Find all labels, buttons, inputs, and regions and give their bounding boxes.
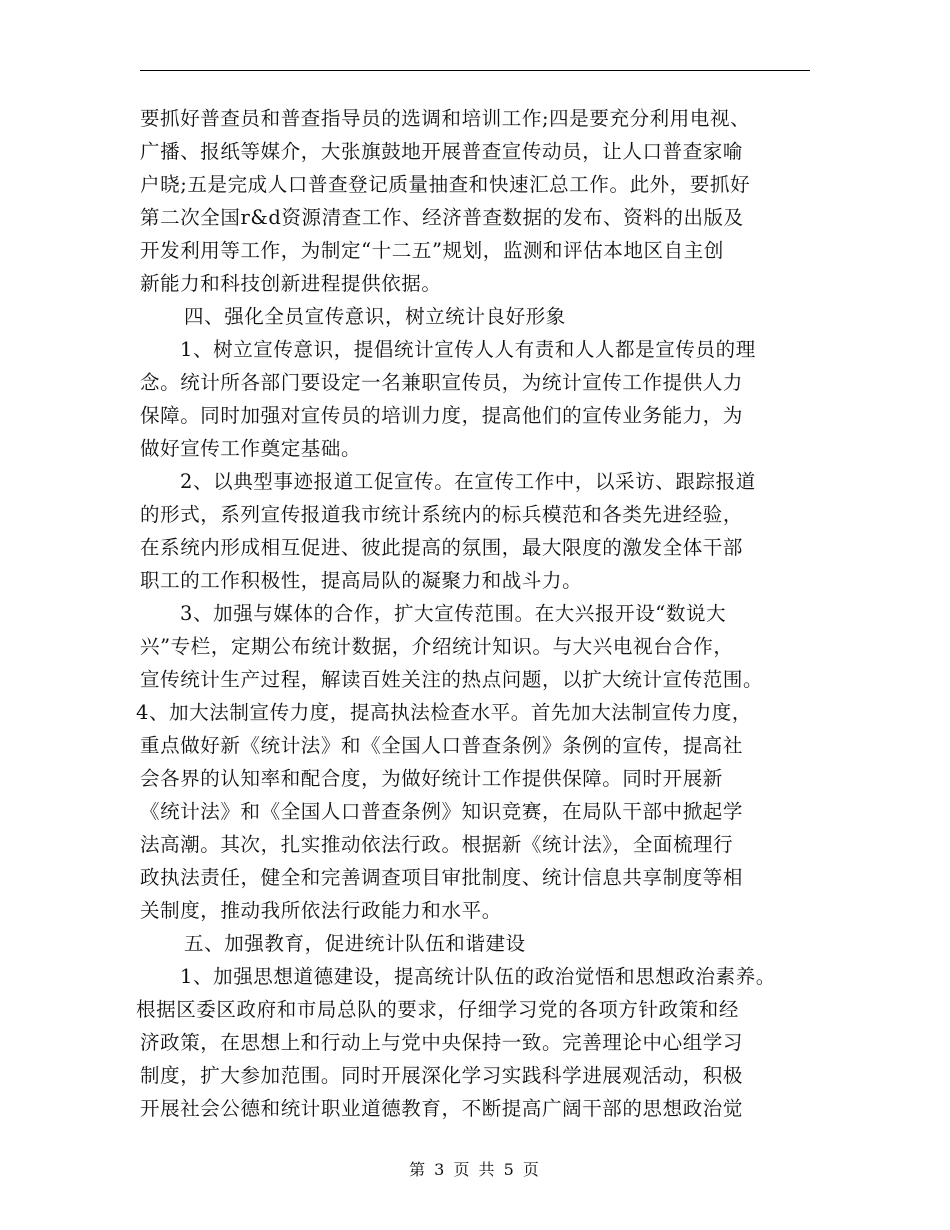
text-line: 1、树立宣传意识，提倡统计宣传人人有责和人人都是宣传员的理 (180, 338, 756, 361)
text-line: 开发利用等工作，为制定“十二五”规划，监测和评估本地区自主创 (140, 239, 724, 262)
text-line: 做好宣传工作奠定基础。 (140, 437, 362, 460)
text-line: 念。统计所各部门要设定一名兼职宣传员，为统计宣传工作提供人力 (140, 371, 744, 394)
text-line: 法高潮。其次，扎实推动依法行政。根据新《统计法》，全面梳理行 (140, 833, 734, 856)
text-line: 宣传统计生产过程，解读百姓关注的热点问题，以扩大统计宣传范围。 (140, 668, 764, 691)
text-line: 的形式，系列宣传报道我市统计系统内的标兵模范和各类先进经验， (140, 503, 744, 526)
text-line: 政执法责任，健全和完善调查项目审批制度、统计信息共享制度等相 (140, 866, 744, 889)
text-line: 重点做好新《统计法》和《全国人口普查条例》条例的宣传，提高社 (140, 734, 744, 757)
text-line: 根据区委区政府和市局总队的要求，仔细学习党的各项方针政策和经 (136, 998, 740, 1021)
text-line: 会各界的认知率和配合度，为做好统计工作提供保障。同时开展新 (140, 767, 723, 790)
section-heading: 四、强化全员宣传意识，树立统计良好形象 (184, 305, 566, 328)
text-line: 在系统内形成相互促进、彼此提高的氛围，最大限度的激发全体干部 (140, 536, 744, 559)
text-line: 广播、报纸等媒介，大张旗鼓地开展普查宣传动员，让人口普查家喻 (140, 140, 744, 163)
text-line: 要抓好普查员和普查指导员的选调和培训工作;四是要充分利用电视、 (140, 107, 751, 130)
header-rule (140, 70, 810, 71)
text-line: 保障。同时加强对宣传员的培训力度，提高他们的宣传业务能力，为 (140, 404, 744, 427)
text-line: 《统计法》和《全国人口普查条例》知识竞赛，在局队干部中掀起学 (140, 800, 744, 823)
text-line: 第二次全国r&d资源清查工作、经济普查数据的发布、资料的出版及 (140, 206, 744, 229)
page-number-footer: 第 3 页 共 5 页 (409, 1160, 541, 1179)
page-body (136, 102, 812, 1125)
text-line: 制度，扩大参加范围。同时开展深化学习实践科学进展观活动，积极 (140, 1064, 744, 1087)
text-line: 关制度，推动我所依法行政能力和水平。 (140, 899, 502, 922)
text-line: 新能力和科技创新进程提供依据。 (140, 272, 442, 295)
text-line: 职工的工作积极性，提高局队的凝聚力和战斗力。 (140, 569, 583, 592)
text-line: 开展社会公德和统计职业道德教育，不断提高广阔干部的思想政治觉 (140, 1097, 744, 1120)
section-heading: 五、加强教育，促进统计队伍和谐建设 (184, 932, 526, 955)
text-line: 济政策，在思想上和行动上与党中央保持一致。完善理论中心组学习 (140, 1031, 744, 1054)
text-line: 3、加强与媒体的合作，扩大宣传范围。在大兴报开设“数说大 (180, 602, 727, 625)
text-line: 1、加强思想道德建设，提高统计队伍的政治觉悟和思想政治素养。 (180, 965, 776, 988)
text-line: 4、加大法制宣传力度，提高执法检查水平。首先加大法制宣传力度， (136, 701, 753, 724)
text-line: 兴”专栏，定期公布统计数据，介绍统计知识。与大兴电视台合作， (140, 635, 734, 658)
text-line: 2、以典型事迹报道工促宣传。在宣传工作中，以采访、跟踪报道 (180, 470, 756, 493)
text-line: 户晓;五是完成人口普查登记质量抽查和快速汇总工作。此外，要抓好 (140, 173, 751, 196)
